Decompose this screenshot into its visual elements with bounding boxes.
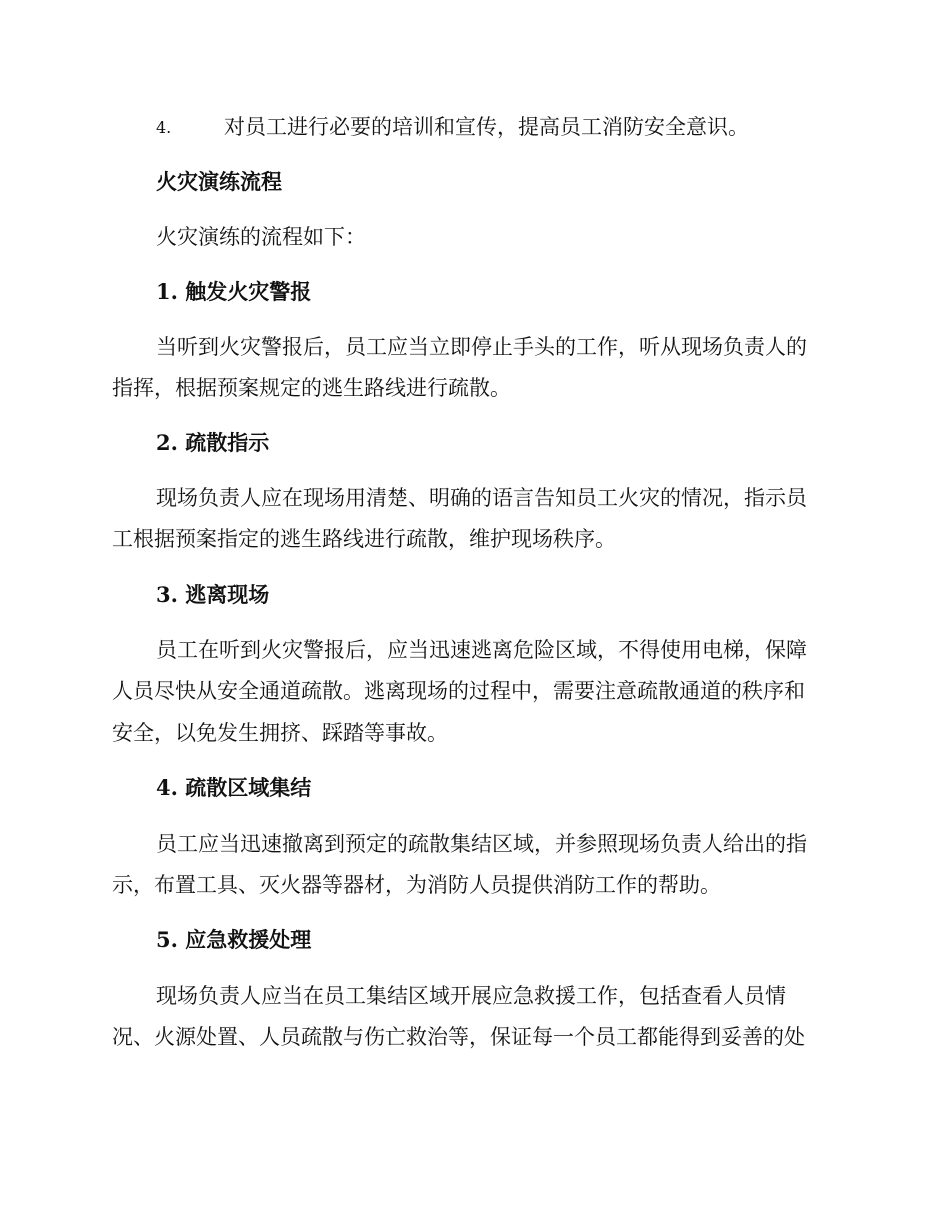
step-1-line-2: 指挥，根据预案规定的逃生路线进行疏散。 — [112, 376, 511, 400]
step-3-line-1: 员工在听到火灾警报后，应当迅速逃离危险区域，不得使用电梯，保障 — [156, 638, 807, 662]
step-2-line-1: 现场负责人应在现场用清楚、明确的语言告知员工火灾的情况，指示员 — [156, 486, 807, 510]
step-2-heading: 2. 疏散指示 — [156, 430, 270, 455]
step-3-line-2: 人员尽快从安全通道疏散。逃离现场的过程中，需要注意疏散通道的秩序和 — [112, 679, 805, 703]
step-5-line-1: 现场负责人应当在员工集结区域开展应急救援工作，包括查看人员情 — [156, 984, 786, 1008]
section-title: 火灾演练流程 — [156, 169, 282, 194]
step-2-line-2: 工根据预案指定的逃生路线进行疏散，维护现场秩序。 — [112, 527, 616, 551]
step-1-heading: 1. 触发火灾警报 — [156, 279, 312, 304]
list-item-number: 4. — [156, 118, 172, 137]
intro-paragraph: 火灾演练的流程如下： — [156, 225, 366, 249]
step-4-line-2: 示，布置工具、灭火器等器材，为消防人员提供消防工作的帮助。 — [112, 873, 721, 897]
step-4-heading: 4. 疏散区域集结 — [156, 775, 312, 800]
step-3-heading: 3. 逃离现场 — [156, 582, 270, 607]
step-5-heading: 5. 应急救援处理 — [156, 927, 312, 952]
step-1-line-1: 当听到火灾警报后，员工应当立即停止手头的工作，听从现场负责人的 — [156, 335, 807, 359]
list-item-text: 对员工进行必要的培训和宣传，提高员工消防安全意识。 — [224, 115, 749, 139]
step-4-line-1: 员工应当迅速撤离到预定的疏散集结区域，并参照现场负责人给出的指 — [156, 832, 807, 856]
step-3-line-3: 安全，以免发生拥挤、踩踏等事故。 — [112, 721, 448, 745]
step-5-line-2: 况、火源处置、人员疏散与伤亡救治等，保证每一个员工都能得到妥善的处 — [112, 1025, 805, 1049]
